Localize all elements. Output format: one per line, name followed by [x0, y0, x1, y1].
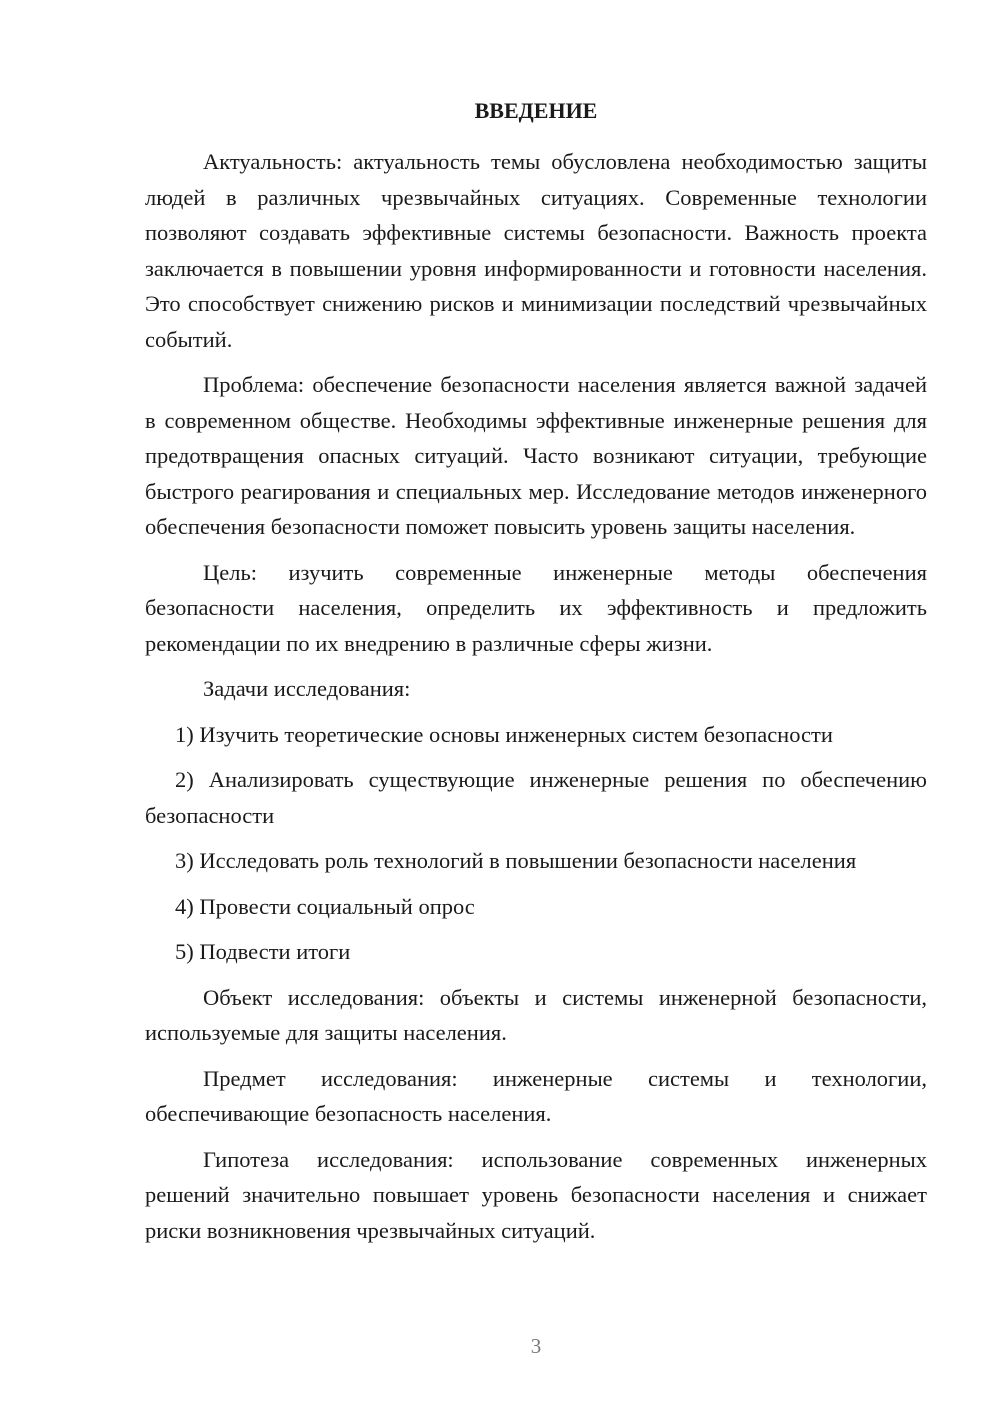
paragraph-subject: Предмет исследования: инженерные системы и технологии, обеспечивающие безопасность населения. [145, 1065, 927, 1126]
task-item-1: 1) Изучить теоретические основы инженерных систем безопасности [175, 721, 833, 747]
page-number: 3 [530, 1334, 542, 1358]
paragraph-relevance: Актуальность: актуальность темы обусловлена необходимостью защиты людей в различных чрезвычайных ситуациях. Современные технологии позволяют создавать эффективные системы безопасности. Важность проекта заключается в повышении уровня информированности и готовности населения. Это способствует снижению рисков и минимизации последствий чрезвычайных событий. [145, 149, 927, 352]
task-item-5: 5) Подвести итоги [175, 939, 351, 964]
paragraph-object: Объект исследования: объекты и системы инженерной безопасности, используемые для защиты населения. [145, 984, 927, 1045]
tasks-heading: Задачи исследования: [203, 676, 411, 701]
document-body [145, 144, 927, 1258]
task-item-3: 3) Исследовать роль технологий в повышении безопасности населения [175, 848, 857, 873]
paragraph-problem: Проблема: обеспечение безопасности населения является важной задачей в современном обществе. Необходимы эффективные инженерные решения для предотвращения опасных ситуаций. Часто возникают ситуации, требующие быстрого реагирования и специальных мер. Исследование методов инженерного обеспечения безопасности поможет повысить уровень защиты населения. [145, 372, 927, 539]
task-item-2: 2) Анализировать существующие инженерные решения по обеспечению безопасности [145, 767, 927, 828]
paragraph-goal: Цель: изучить современные инженерные методы обеспечения безопасности населения, определить их эффективность и предложить рекомендации по их внедрению в различные сферы жизни. [145, 559, 927, 656]
paragraph-hypothesis: Гипотеза исследования: использование современных инженерных решений значительно повышает уровень безопасности населения и снижает риски возникновения чрезвычайных ситуаций. [145, 1146, 927, 1243]
page-title: ВВЕДЕНИЕ [474, 98, 598, 123]
task-item-4: 4) Провести социальный опрос [175, 893, 475, 919]
